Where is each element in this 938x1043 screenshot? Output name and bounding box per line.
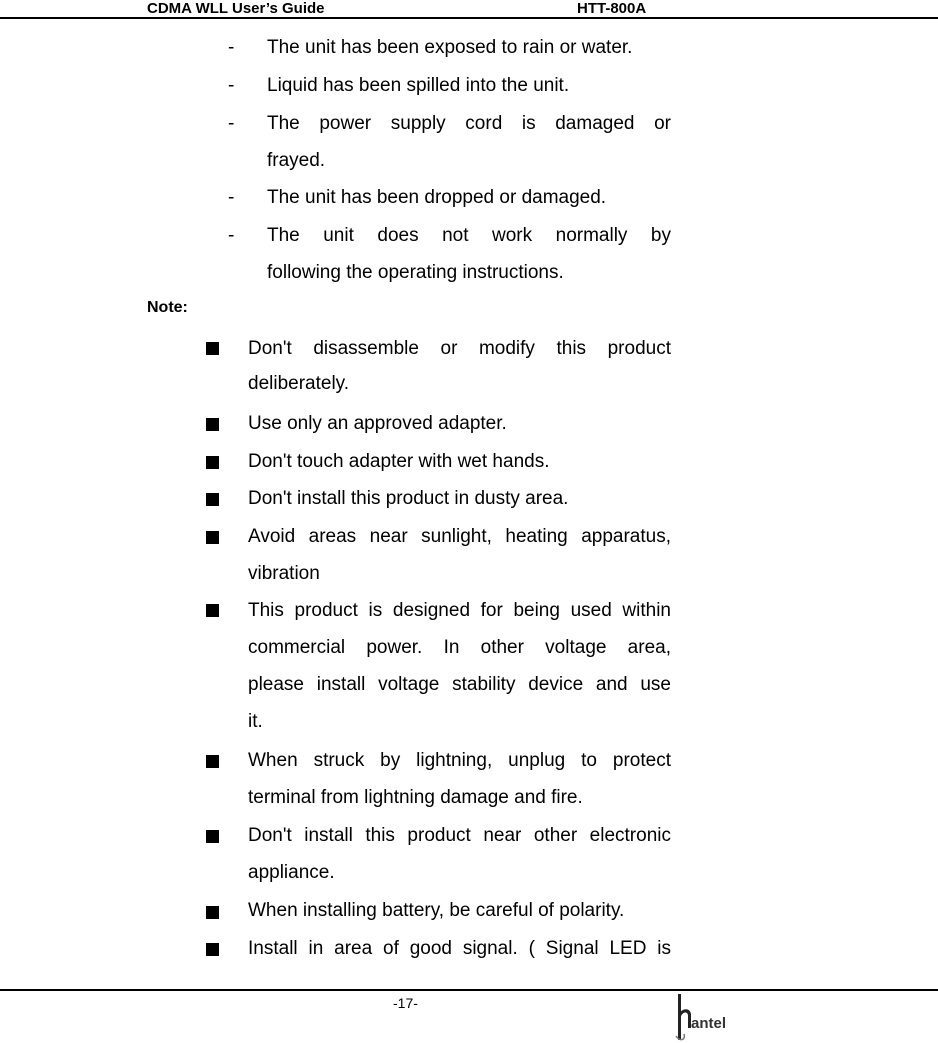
svg-text:antel: antel (691, 1015, 727, 1032)
list-item-continuation: following the operating instructions. (267, 262, 564, 283)
list-item-continuation: appliance. (248, 862, 335, 883)
list-item: Don't disassemble or modify this product (248, 338, 671, 359)
document-title: CDMA WLL User’s Guide (147, 0, 325, 17)
square-bullet-icon (206, 493, 219, 506)
list-item: When installing battery, be careful of polarity. (248, 900, 625, 921)
list-item: The power supply cord is damaged or (267, 113, 671, 134)
list-item: This product is designed for being used within (248, 600, 671, 621)
list-item-continuation: please install voltage stability device and use (248, 674, 671, 695)
square-bullet-icon (206, 604, 219, 617)
model-number: HTT-800A (577, 0, 647, 17)
page-number: -17- (393, 995, 418, 1011)
list-item: When struck by lightning, unplug to protect (248, 750, 671, 771)
dash-marker: - (228, 225, 235, 246)
list-item: Don't install this product near other electronic (248, 825, 671, 846)
dash-marker: - (228, 75, 235, 96)
dash-marker: - (228, 187, 235, 208)
footer-rule (0, 989, 938, 991)
list-item: Use only an approved adapter. (248, 413, 507, 434)
list-item: Liquid has been spilled into the unit. (267, 75, 570, 96)
list-item: Don't install this product in dusty area. (248, 488, 569, 509)
square-bullet-icon (206, 418, 219, 431)
list-item-continuation: commercial power. In other voltage area, (248, 637, 671, 658)
list-item: Don't touch adapter with wet hands. (248, 451, 550, 472)
square-bullet-icon (206, 906, 219, 919)
square-bullet-icon (206, 456, 219, 469)
square-bullet-icon (206, 755, 219, 768)
hantel-logo (672, 992, 742, 1042)
dash-marker: - (228, 113, 235, 134)
list-item-continuation: it. (248, 711, 263, 732)
list-item-continuation: deliberately. (248, 373, 350, 394)
list-item-continuation: terminal from lightning damage and fire. (248, 787, 583, 808)
list-item: The unit has been dropped or damaged. (267, 187, 607, 208)
header-rule (0, 17, 938, 19)
list-item-continuation: frayed. (267, 150, 326, 171)
square-bullet-icon (206, 531, 219, 544)
list-item-continuation: vibration (248, 563, 320, 584)
square-bullet-icon (206, 943, 219, 956)
dash-marker: - (228, 37, 235, 58)
note-label: Note: (147, 299, 188, 316)
square-bullet-icon (206, 830, 219, 843)
list-item: Install in area of good signal. ( Signal LED is (248, 938, 671, 959)
list-item: Avoid areas near sunlight, heating apparatus, (248, 526, 671, 547)
list-item: The unit does not work normally by (267, 225, 671, 246)
square-bullet-icon (206, 342, 219, 355)
list-item: The unit has been exposed to rain or water. (267, 37, 633, 58)
